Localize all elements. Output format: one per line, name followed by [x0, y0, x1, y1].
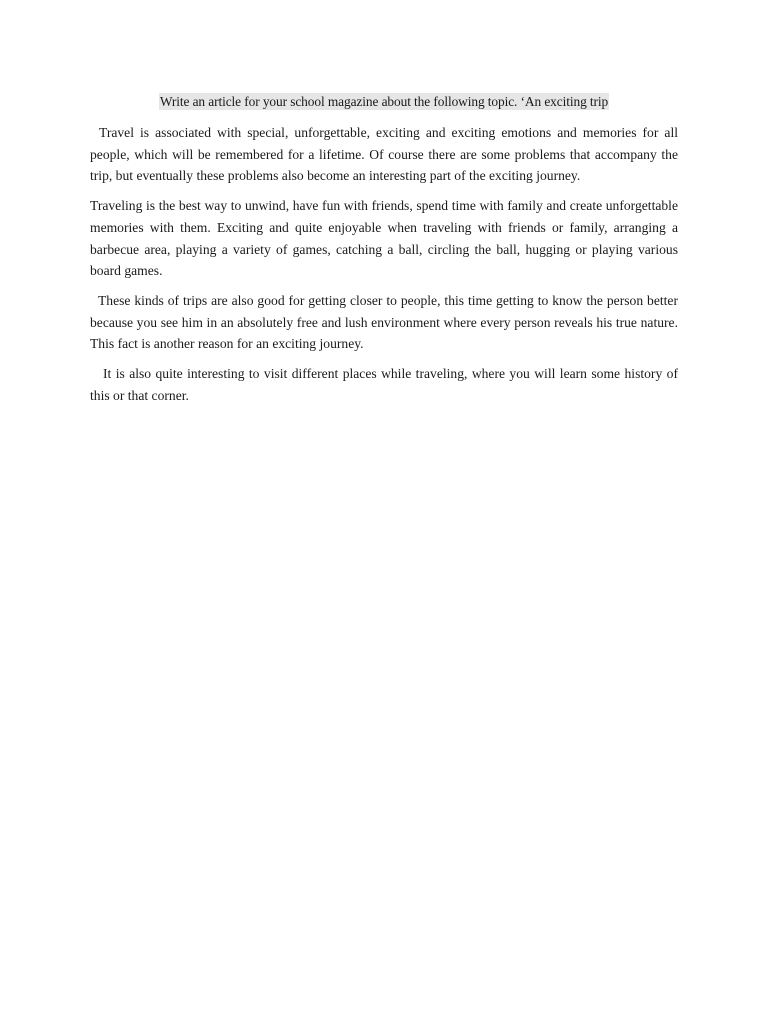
article-prompt-title: Write an article for your school magazine about the following topic. ‘An exciting trip	[159, 94, 609, 109]
paragraph-1: Travel is associated with special, unforgettable, exciting and exciting emotions and memories for all people, which will be remembered for a lifetime. Of course there are some problems that accompany the trip, but eventually these problems also become an interesting part of the exciting journey.	[90, 125, 678, 184]
paragraph-4: It is also quite interesting to visit different places while traveling, where you will learn some history of this or that corner.	[90, 366, 678, 403]
title-container	[0, 93, 768, 111]
article-body	[90, 122, 678, 414]
paragraph-2: Traveling is the best way to unwind, have fun with friends, spend time with family and create unforgettable memories with them. Exciting and quite enjoyable when traveling with friends or family, arranging a barbecue area, playing a variety of games, catching a ball, circling the ball, hugging or playing various board games.	[90, 198, 678, 279]
paragraph-3: These kinds of trips are also good for getting closer to people, this time getting to know the person better because you see him in an absolutely free and lush environment where every person reveals his true nature. This fact is another reason for an exciting journey.	[90, 292, 678, 352]
